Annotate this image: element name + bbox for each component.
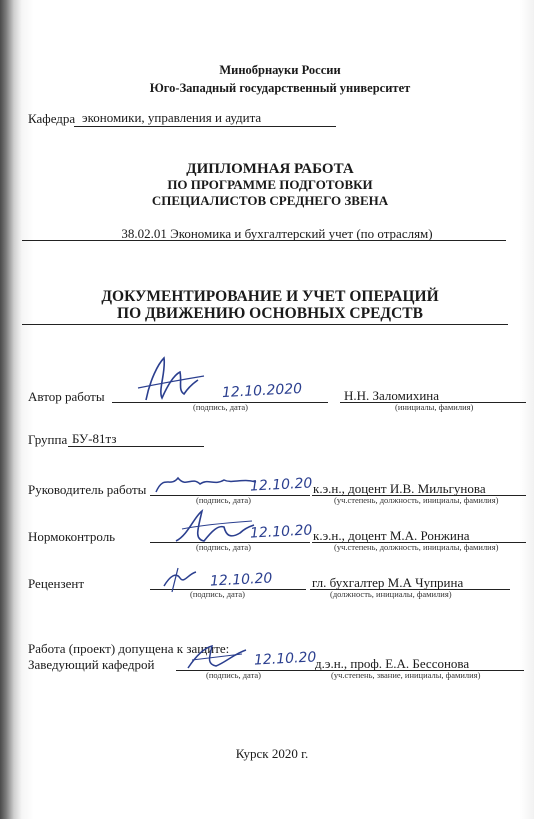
author-name: Н.Н. Заломихина	[344, 388, 440, 403]
author-sign-hint: (подпись, дата)	[193, 402, 249, 412]
program-title: ПО ПРОГРАММЕ ПОДГОТОВКИ	[167, 177, 373, 192]
normcontrol-label: Нормоконтроль	[28, 529, 116, 544]
head-sign-hint: (подпись, дата)	[206, 670, 262, 680]
supervisor-name-hint: (уч.степень, должность, инициалы, фамилия)	[334, 495, 499, 505]
specialty-underline	[22, 240, 506, 241]
author-date: 12.10.2020	[221, 380, 303, 402]
normcontrol-name-hint: (уч.степень, должность, инициалы, фамилия)	[334, 542, 499, 552]
topic-underline	[22, 324, 508, 325]
specialty-text: 38.02.01 Экономика и бухгалтерский учет (по отраслям)	[121, 226, 433, 241]
normcontrol-sign-hint: (подпись, дата)	[196, 542, 252, 552]
thesis-topic-line1: ДОКУМЕНТИРОВАНИЕ И УЧЕТ ОПЕРАЦИЙ	[101, 288, 439, 305]
author-label: Автор работы	[28, 389, 105, 404]
reviewer-name: гл. бухгалтер М.А Чуприна	[312, 575, 464, 590]
head-signature-icon	[182, 640, 252, 674]
reviewer-label: Рецензент	[28, 576, 85, 591]
city-year: Курск 2020 г.	[235, 746, 309, 761]
supervisor-date: 12.10.20	[249, 475, 313, 495]
head-date: 12.10.20	[253, 649, 317, 669]
group-underline	[68, 446, 204, 447]
university-name: Юго-Западный государственный университет	[149, 81, 411, 95]
admission-text: Работа (проект) допущена к защите:	[28, 641, 230, 656]
department-label: Кафедра	[28, 111, 76, 126]
head-of-department-label: Заведующий кафедрой	[28, 657, 155, 672]
reviewer-name-hint: (должность, инициалы, фамилия)	[330, 589, 452, 599]
group-value: БУ-81тз	[72, 431, 117, 446]
reviewer-sign-hint: (подпись, дата)	[190, 589, 246, 599]
normcontrol-name: к.э.н., доцент М.А. Ронжина	[313, 528, 470, 543]
supervisor-sign-hint: (подпись, дата)	[196, 495, 252, 505]
ministry-name: Минобрнауки России	[219, 63, 341, 77]
thesis-topic-line2: ПО ДВИЖЕНИЮ ОСНОВНЫХ СРЕДСТВ	[117, 305, 423, 322]
head-name: д.э.н., проф. Е.А. Бессонова	[315, 656, 470, 671]
supervisor-signature-icon	[152, 470, 262, 498]
program-level-title: СПЕЦИАЛИСТОВ СРЕДНЕГО ЗВЕНА	[151, 193, 389, 208]
author-name-hint: (инициалы, фамилия)	[395, 402, 474, 412]
work-type-title: ДИПЛОМНАЯ РАБОТА	[186, 161, 354, 177]
reviewer-date: 12.10.20	[209, 570, 273, 590]
supervisor-name: к.э.н., доцент И.В. Мильгунова	[313, 481, 486, 496]
normcontrol-date: 12.10.20	[249, 522, 313, 542]
department-value: экономики, управления и аудита	[82, 110, 262, 125]
group-label: Группа	[28, 432, 68, 447]
supervisor-label: Руководитель работы	[28, 482, 147, 497]
author-signature-icon	[128, 350, 208, 410]
department-underline	[74, 126, 336, 127]
head-name-hint: (уч.степень, звание, инициалы, фамилия)	[331, 670, 481, 680]
